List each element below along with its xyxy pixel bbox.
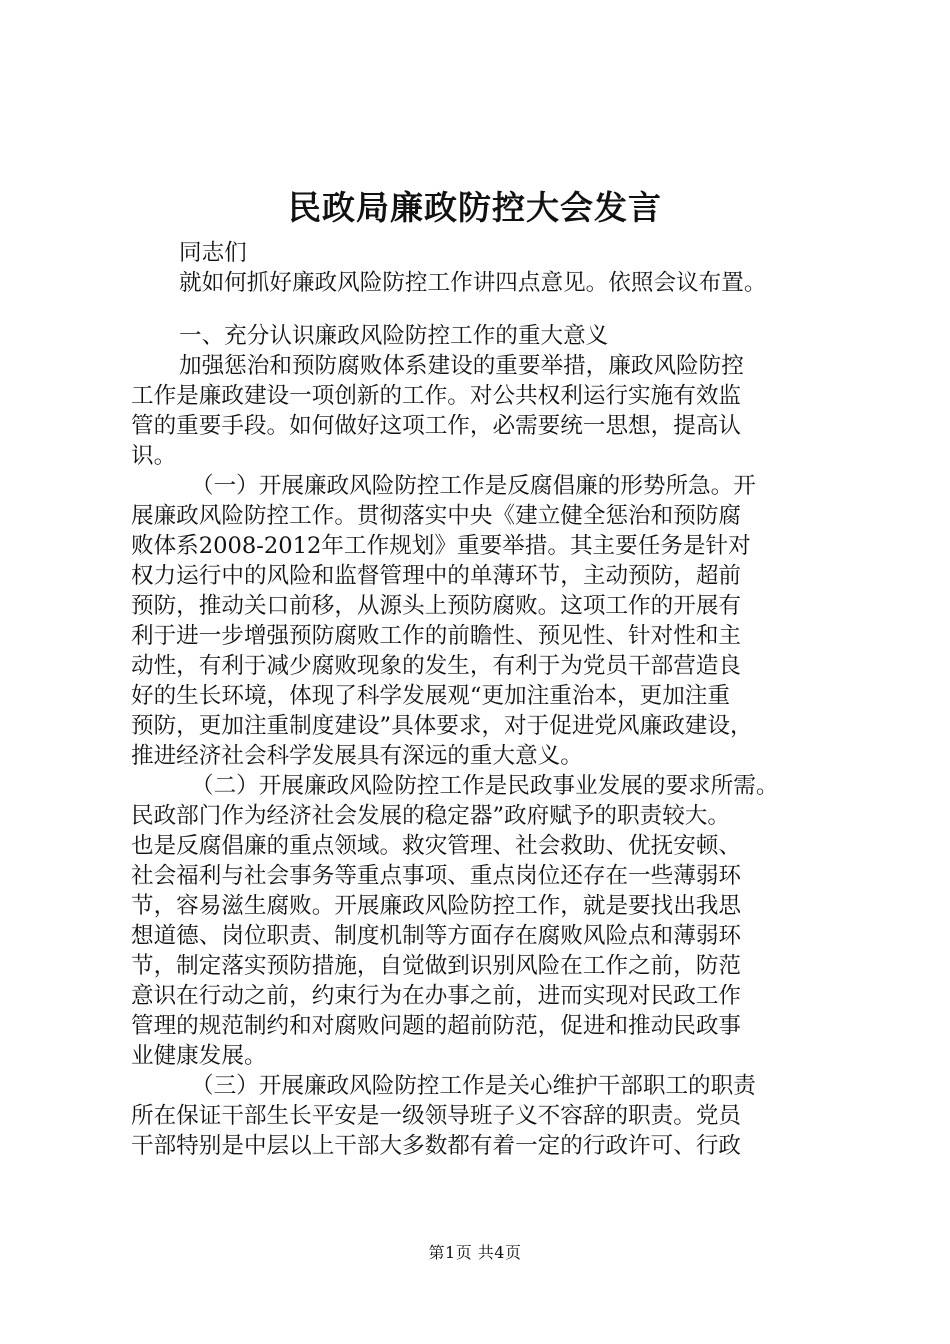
intro-line: 就如何抓好廉政风险防控工作讲四点意见。依照会议布置。	[179, 270, 767, 296]
paragraph-line: 利于进一步增强预防腐败工作的前瞻性、预见性、针对性和主	[131, 623, 742, 649]
page-footer: 第1页 共4页	[428, 1243, 522, 1262]
paragraph-line: 识。	[131, 443, 177, 469]
paragraph-line: 动性，有利于减少腐败现象的发生，有利于为党员干部营造良	[131, 653, 742, 679]
paragraph-line: 展廉政风险防控工作。贯彻落实中央《建立健全惩治和预防腐	[131, 503, 742, 529]
document-title: 民政局廉政防控大会发言	[288, 188, 662, 227]
paragraph-line: 管的重要手段。如何做好这项工作，必需要统一思想，提高认	[131, 413, 742, 439]
paragraph-line: 所在保证干部生长平安是一级领导班子义不容辞的职责。党员	[131, 1103, 742, 1129]
document-body	[131, 238, 831, 1161]
salutation-line: 同志们	[179, 240, 247, 266]
paragraph-line: 也是反腐倡廉的重点领域。救灾管理、社会救助、优抚安顿、	[131, 833, 742, 859]
subsection-2-line: （二）开展廉政风险防控工作是民政事业发展的要求所需。	[191, 773, 779, 799]
paragraph-line: 加强惩治和预防腐败体系建设的重要举措，廉政风险防控	[179, 353, 744, 379]
paragraph-line: 干部特别是中层以上干部大多数都有着一定的行政许可、行政	[131, 1133, 742, 1159]
subsection-1-line: （一）开展廉政风险防控工作是反腐倡廉的形势所急。开	[191, 473, 756, 499]
paragraph-line: 好的生长环境，体现了科学发展观“更加注重治本，更加注重	[131, 683, 730, 709]
paragraph-line: 工作是廉政建设一项创新的工作。对公共权利运行实施有效监	[131, 383, 742, 409]
paragraph-line: 节，制定落实预防措施，自觉做到识别风险在工作之前，防范	[131, 953, 742, 979]
section-heading-1: 一、充分认识廉政风险防控工作的重大意义	[179, 323, 609, 349]
paragraph-line: 管理的规范制约和对腐败问题的超前防范，促进和推动民政事	[131, 1013, 742, 1039]
paragraph-line: 社会福利与社会事务等重点事项、重点岗位还存在一些薄弱环	[131, 863, 742, 889]
paragraph-line: 预防，推动关口前移，从源头上预防腐败。这项工作的开展有	[131, 593, 742, 619]
paragraph-line: 业健康发展。	[131, 1043, 267, 1069]
paragraph-line: 预防，更加注重制度建设”具体要求，对于促进党风廉政建设，	[131, 713, 753, 739]
paragraph-line: 意识在行动之前，约束行为在办事之前，进而实现对民政工作	[131, 983, 742, 1009]
paragraph-line: 推进经济社会科学发展具有深远的重大意义。	[131, 743, 583, 769]
subsection-3-line: （三）开展廉政风险防控工作是关心维护干部职工的职责	[191, 1073, 756, 1099]
paragraph-line: 权力运行中的风险和监督管理中的单薄环节，主动预防，超前	[131, 563, 742, 589]
paragraph-gap	[131, 298, 831, 321]
paragraph-line: 节，容易滋生腐败。开展廉政风险防控工作，就是要找出我思	[131, 893, 742, 919]
paragraph-line: 民政部门作为经济社会发展的稳定器”政府赋予的职责较大。	[131, 803, 730, 829]
paragraph-line: 败体系2008-2012年工作规划》重要举措。其主要任务是针对	[131, 533, 751, 559]
paragraph-line: 想道德、岗位职责、制度机制等方面存在腐败风险点和薄弱环	[131, 923, 742, 949]
